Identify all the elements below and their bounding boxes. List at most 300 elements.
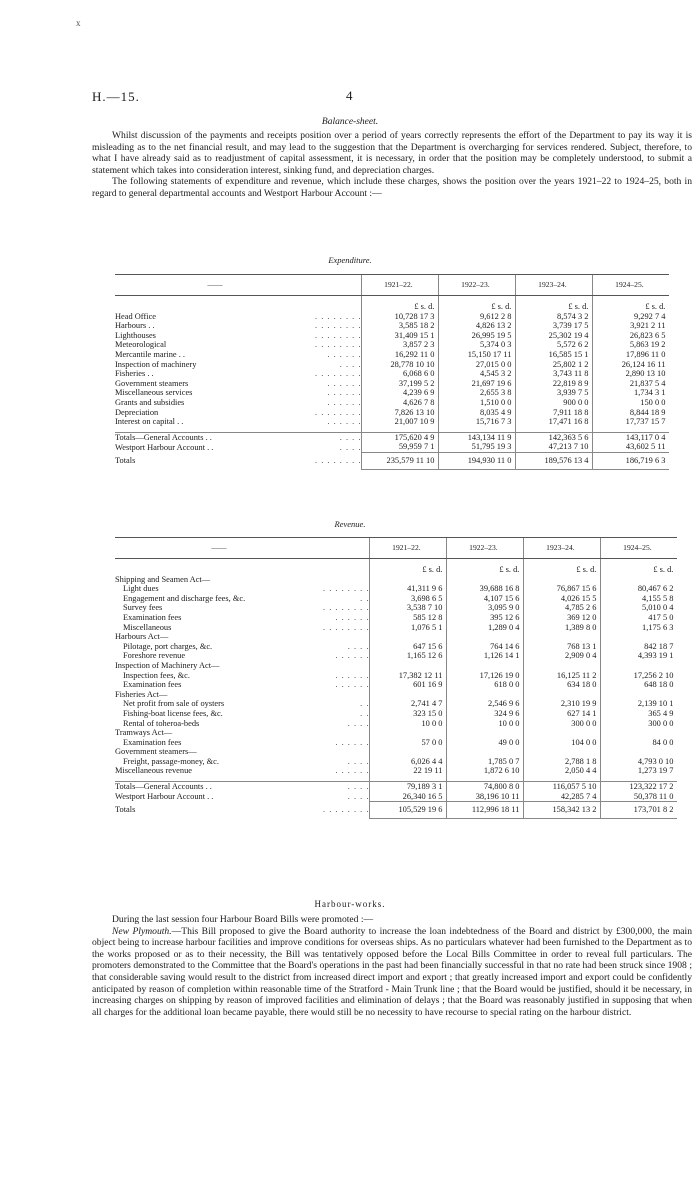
amount-cell bbox=[370, 747, 447, 757]
amount-cell: 647 15 6 bbox=[370, 642, 447, 652]
amount-cell: 17,896 11 0 bbox=[593, 350, 670, 360]
table-row bbox=[115, 728, 677, 738]
amount-cell: 41,311 9 6 bbox=[370, 584, 447, 594]
year-header: 1924–25. bbox=[601, 538, 678, 559]
amount-cell: 10 0 0 bbox=[370, 719, 447, 729]
amount-cell: 300 0 0 bbox=[601, 719, 678, 729]
table-row bbox=[115, 575, 677, 585]
expenditure-header-row bbox=[115, 275, 669, 296]
balance-paragraph-2: The following statements of expenditure and revenue, which include these charges, shows the position over the years 1921–22 to 1924–25, both in regard to general departmental accounts and Westport Harbour Account :— bbox=[92, 176, 692, 199]
revenue-row-label: Examination fees bbox=[123, 737, 182, 747]
expenditure-row-label: Lighthouses bbox=[115, 330, 156, 340]
revenue-row-label: Rental of toheroa-beds bbox=[123, 718, 200, 728]
amount-cell: 17,256 2 10 bbox=[601, 671, 678, 681]
leader-dots: . . bbox=[360, 593, 370, 603]
expenditure-row-label: Mercantile marine . . bbox=[115, 349, 185, 359]
amount-cell: 27,015 0 0 bbox=[439, 360, 516, 370]
subtotal-row bbox=[115, 442, 669, 452]
revenue-row-label: Totals bbox=[115, 805, 136, 815]
amount-cell bbox=[370, 575, 447, 585]
unit-label: £ s. d. bbox=[362, 296, 439, 312]
revenue-title: Revenue. bbox=[334, 519, 366, 529]
amount-cell: 3,857 2 3 bbox=[362, 340, 439, 350]
unit-spacer bbox=[315, 296, 362, 312]
amount-cell: 8,035 4 9 bbox=[439, 408, 516, 418]
amount-cell: 123,322 17 2 bbox=[601, 782, 678, 792]
leader-dots: . . . . bbox=[347, 756, 370, 766]
leader-dots: . . . . . . bbox=[327, 378, 362, 388]
amount-cell: 84 0 0 bbox=[601, 738, 678, 748]
leader-dots: . . . . bbox=[347, 791, 370, 801]
table-row bbox=[115, 766, 677, 776]
revenue-row-label: Fisheries Act— bbox=[115, 689, 168, 699]
table-row bbox=[115, 680, 677, 690]
revenue-row-label: Miscellaneous revenue bbox=[115, 766, 192, 776]
unit-label: £ s. d. bbox=[370, 559, 447, 575]
leader-dots: . . . . . . bbox=[335, 680, 370, 690]
table-row bbox=[115, 360, 669, 370]
amount-cell: 26,124 16 11 bbox=[593, 360, 670, 370]
amount-cell: 31,409 15 1 bbox=[362, 331, 439, 341]
table-row bbox=[115, 398, 669, 408]
page-number: 4 bbox=[346, 88, 353, 103]
revenue-row-label: Examination fees bbox=[123, 680, 182, 690]
amount-cell: 768 13 1 bbox=[524, 642, 601, 652]
year-header: 1921–22. bbox=[362, 275, 439, 296]
subtotal-row bbox=[115, 792, 677, 802]
amount-cell: 16,585 15 1 bbox=[516, 350, 593, 360]
amount-cell: 10,728 17 3 bbox=[362, 312, 439, 322]
amount-cell: 28,778 10 10 bbox=[362, 360, 439, 370]
table-row bbox=[115, 690, 677, 700]
balance-paragraph-1: Whilst discussion of the payments and receipts position over a period of years correctly represents the effort of the Department to pay its way it is misleading as to the net financial result, and may lead to the suggestion that the Department is overcharging for services rendered. Subject, therefore, to what I have already said as to readjustment of capital assessment, it is necessary, in order that the position may be completely understood, to submit a statement which takes into consideration interest, sinking fund, and depreciation charges. bbox=[92, 130, 692, 176]
amount-cell: 143,117 0 4 bbox=[593, 432, 670, 442]
expenditure-row-label: Totals—General Accounts . . bbox=[115, 432, 315, 442]
table-row bbox=[115, 651, 677, 661]
unit-row bbox=[115, 296, 669, 312]
revenue-row-label: Examination fees bbox=[123, 612, 182, 622]
revenue-row-label: Miscellaneous bbox=[123, 622, 172, 632]
amount-cell: 417 5 0 bbox=[601, 613, 678, 623]
expenditure-blank-header: —— bbox=[115, 275, 315, 296]
amount-cell: 3,698 6 5 bbox=[370, 594, 447, 604]
new-plymouth-text: —This Bill proposed to give the Board authority to increase the loan indebtedness of the Board and district by £300,000, the main object being to increase harbour facilities and improve conditions for overseas ships. As no particulars whatever had been furnished to the Department as to the works proposed or as to their necessity, the Bill was tentatively opposed before the Local Bills Committee in order to reveal full particulars. The promoters demonstrated to the Committee that the Board's operations in the past had been financially successful in that no rate had been struck since 1908 ; that considerable saving would result to the district from increased direct import and export ; that greatly increased import and export could be confidently anticipated by reason of completion within reasonable time of the Stratford - Main Trunk line ; that the Board would be justified, should it be necessary, in increasing charges on shipping by reason of improved facilities and elimination of delays ; that the Board was reasonably justified in supposing that when all charges for the additional loan became payable, there would still be no necessity to have recourse to special rating on the harbour district. bbox=[92, 925, 693, 1018]
table-row bbox=[115, 350, 669, 360]
amount-cell: 80,467 6 2 bbox=[601, 584, 678, 594]
revenue-table bbox=[115, 537, 677, 819]
leader-dots bbox=[323, 575, 370, 585]
amount-cell: 26,995 19 5 bbox=[439, 331, 516, 341]
amount-cell: 648 18 0 bbox=[601, 680, 678, 690]
table-row bbox=[115, 757, 677, 767]
amount-cell: 158,342 13 2 bbox=[524, 802, 601, 819]
unit-spacer bbox=[115, 559, 323, 575]
unit-row bbox=[115, 559, 677, 575]
unit-label: £ s. d. bbox=[593, 296, 670, 312]
revenue-row-label: Fishing-boat license fees, &c. bbox=[123, 708, 223, 718]
table-row bbox=[115, 312, 669, 322]
amount-cell: 4,239 6 9 bbox=[362, 388, 439, 398]
amount-cell: 22,819 8 9 bbox=[516, 379, 593, 389]
amount-cell: 2,741 4 7 bbox=[370, 699, 447, 709]
amount-cell: 764 14 6 bbox=[447, 642, 524, 652]
table-row bbox=[115, 719, 677, 729]
year-header: 1922–23. bbox=[439, 275, 516, 296]
amount-cell: 43,602 5 11 bbox=[593, 442, 670, 452]
revenue-row-label: Survey fees bbox=[123, 603, 163, 613]
leader-dots: . . . . bbox=[315, 432, 362, 442]
revenue-row-label: Harbours Act— bbox=[115, 632, 169, 642]
amount-cell: 59,959 7 1 bbox=[362, 442, 439, 452]
amount-cell: 900 0 0 bbox=[516, 398, 593, 408]
leader-dots: . . . . . . bbox=[335, 670, 370, 680]
amount-cell: 6,026 4 4 bbox=[370, 757, 447, 767]
amount-cell: 1,165 12 6 bbox=[370, 651, 447, 661]
amount-cell: 1,734 3 1 bbox=[593, 388, 670, 398]
amount-cell: 2,050 4 4 bbox=[524, 766, 601, 776]
amount-cell: 235,579 11 10 bbox=[362, 452, 439, 469]
table-row bbox=[115, 747, 677, 757]
leader-dots bbox=[323, 632, 370, 642]
corner-mark: x bbox=[76, 18, 81, 28]
amount-cell: 5,863 19 2 bbox=[593, 340, 670, 350]
expenditure-row-label: Fisheries . . bbox=[115, 369, 154, 379]
amount-cell: 1,126 14 1 bbox=[447, 651, 524, 661]
amount-cell bbox=[447, 661, 524, 671]
amount-cell: 4,545 3 2 bbox=[439, 369, 516, 379]
amount-cell: 173,701 8 2 bbox=[601, 802, 678, 819]
table-row bbox=[115, 340, 669, 350]
amount-cell: 1,872 6 10 bbox=[447, 766, 524, 776]
amount-cell: 4,393 19 1 bbox=[601, 651, 678, 661]
amount-cell: 3,921 2 11 bbox=[593, 321, 670, 331]
amount-cell: 194,930 11 0 bbox=[439, 452, 516, 469]
table-row bbox=[115, 379, 669, 389]
revenue-row-label: Engagement and discharge fees, &c. bbox=[123, 593, 246, 603]
revenue-row-label: Net profit from sale of oysters bbox=[123, 699, 225, 709]
table-row bbox=[115, 738, 677, 748]
header-spacer bbox=[315, 275, 362, 296]
amount-cell: 1,785 0 7 bbox=[447, 757, 524, 767]
balance-sheet-text bbox=[92, 130, 692, 200]
amount-cell: 1,510 0 0 bbox=[439, 398, 516, 408]
amount-cell bbox=[447, 728, 524, 738]
expenditure-row-label: Head Office bbox=[115, 311, 156, 321]
table-row bbox=[115, 584, 677, 594]
amount-cell: 634 18 0 bbox=[524, 680, 601, 690]
amount-cell: 5,374 0 3 bbox=[439, 340, 516, 350]
revenue-header-row bbox=[115, 538, 677, 559]
amount-cell bbox=[524, 690, 601, 700]
year-header: 1923–24. bbox=[524, 538, 601, 559]
expenditure-row-label: Depreciation bbox=[115, 407, 159, 417]
leader-dots: . . bbox=[360, 699, 370, 709]
amount-cell: 189,576 13 4 bbox=[516, 452, 593, 469]
amount-cell bbox=[601, 728, 678, 738]
amount-cell: 57 0 0 bbox=[370, 738, 447, 748]
leader-dots bbox=[323, 747, 370, 757]
harbour-works-title: Harbour-works. bbox=[314, 899, 386, 909]
amount-cell: 21,837 5 4 bbox=[593, 379, 670, 389]
leader-dots: . . . . . . . . bbox=[315, 330, 362, 340]
header-spacer bbox=[323, 538, 370, 559]
amount-cell: 104 0 0 bbox=[524, 738, 601, 748]
amount-cell: 49 0 0 bbox=[447, 738, 524, 748]
revenue-blank-header: —— bbox=[115, 538, 323, 559]
harbour-works-intro: During the last session four Harbour Board Bills were promoted :— bbox=[112, 914, 374, 925]
amount-cell bbox=[524, 632, 601, 642]
amount-cell: 627 14 1 bbox=[524, 709, 601, 719]
table-row bbox=[115, 699, 677, 709]
revenue-row-label: Tramways Act— bbox=[115, 728, 173, 738]
revenue-row-label: Light dues bbox=[123, 584, 159, 594]
amount-cell bbox=[524, 747, 601, 757]
amount-cell: 5,010 0 4 bbox=[601, 603, 678, 613]
amount-cell: 601 16 9 bbox=[370, 680, 447, 690]
leader-dots: . . . . . . bbox=[335, 612, 370, 622]
leader-dots: . . . . . . bbox=[335, 737, 370, 747]
amount-cell: 3,095 9 0 bbox=[447, 603, 524, 613]
unit-label: £ s. d. bbox=[524, 559, 601, 575]
table-row bbox=[115, 594, 677, 604]
expenditure-row-label: Grants and subsidies bbox=[115, 397, 185, 407]
revenue-row-label: Inspection of Machinery Act— bbox=[115, 660, 220, 670]
amount-cell bbox=[601, 747, 678, 757]
unit-spacer bbox=[115, 296, 315, 312]
amount-cell: 618 0 0 bbox=[447, 680, 524, 690]
amount-cell: 38,196 10 11 bbox=[447, 792, 524, 802]
new-plymouth-heading: New Plymouth. bbox=[112, 925, 172, 937]
table-row bbox=[115, 603, 677, 613]
amount-cell: 2,788 1 8 bbox=[524, 757, 601, 767]
new-plymouth-paragraph bbox=[92, 926, 692, 1019]
table-row bbox=[115, 632, 677, 642]
unit-label: £ s. d. bbox=[439, 296, 516, 312]
amount-cell: 2,139 10 1 bbox=[601, 699, 678, 709]
amount-cell: 4,826 13 2 bbox=[439, 321, 516, 331]
amount-cell bbox=[524, 661, 601, 671]
amount-cell: 585 12 8 bbox=[370, 613, 447, 623]
balance-sheet-title: Balance-sheet. bbox=[321, 117, 379, 127]
amount-cell: 324 9 6 bbox=[447, 709, 524, 719]
harbour-works-text bbox=[92, 914, 692, 1018]
expenditure-row-label: Interest on capital . . bbox=[115, 417, 184, 427]
amount-cell bbox=[370, 728, 447, 738]
leader-dots: . . . . . . . . bbox=[315, 369, 362, 379]
expenditure-row-label: Miscellaneous services bbox=[115, 388, 193, 398]
amount-cell: 2,655 3 8 bbox=[439, 388, 516, 398]
amount-cell: 8,844 18 9 bbox=[593, 408, 670, 418]
amount-cell: 2,546 9 6 bbox=[447, 699, 524, 709]
revenue-row-label: Foreshore revenue bbox=[123, 651, 186, 661]
amount-cell: 25,802 1 2 bbox=[516, 360, 593, 370]
amount-cell: 369 12 0 bbox=[524, 613, 601, 623]
amount-cell: 3,739 17 5 bbox=[516, 321, 593, 331]
year-header: 1923–24. bbox=[516, 275, 593, 296]
table-row bbox=[115, 321, 669, 331]
subtotal-row bbox=[115, 782, 677, 792]
unit-spacer bbox=[323, 559, 370, 575]
leader-dots: . . . . . . bbox=[327, 388, 362, 398]
leader-dots bbox=[323, 728, 370, 738]
amount-cell: 10 0 0 bbox=[447, 719, 524, 729]
amount-cell: 79,189 3 1 bbox=[370, 782, 447, 792]
amount-cell: 842 18 7 bbox=[601, 642, 678, 652]
amount-cell: 6,068 6 0 bbox=[362, 369, 439, 379]
revenue-row-label: Westport Harbour Account . . bbox=[115, 791, 214, 801]
revenue-row-label: Government steamers— bbox=[115, 747, 197, 757]
amount-cell: 1,175 6 3 bbox=[601, 623, 678, 633]
expenditure-row-label: Westport Harbour Account . . bbox=[115, 442, 214, 452]
year-header: 1924–25. bbox=[593, 275, 670, 296]
amount-cell bbox=[524, 575, 601, 585]
table-row bbox=[115, 709, 677, 719]
amount-cell: 16,125 11 2 bbox=[524, 671, 601, 681]
amount-cell bbox=[601, 575, 678, 585]
leader-dots: . . . . . . bbox=[327, 349, 362, 359]
amount-cell: 7,911 18 8 bbox=[516, 408, 593, 418]
expenditure-row-label: Totals bbox=[115, 455, 136, 465]
amount-cell: 25,302 19 4 bbox=[516, 331, 593, 341]
amount-cell: 3,743 11 8 bbox=[516, 369, 593, 379]
amount-cell: 4,626 7 8 bbox=[362, 398, 439, 408]
leader-dots: . . . . bbox=[339, 359, 362, 369]
leader-dots: . . . . . . . . bbox=[315, 311, 362, 321]
amount-cell: 9,612 2 8 bbox=[439, 312, 516, 322]
amount-cell: 26,340 16 5 bbox=[370, 792, 447, 802]
revenue-row-label: Inspection fees, &c. bbox=[123, 670, 190, 680]
amount-cell: 37,199 5 2 bbox=[362, 379, 439, 389]
leader-dots: . . bbox=[360, 708, 370, 718]
leader-dots: . . . . bbox=[339, 442, 362, 452]
amount-cell: 323 15 0 bbox=[370, 709, 447, 719]
amount-cell: 74,800 8 0 bbox=[447, 782, 524, 792]
amount-cell: 15,150 17 11 bbox=[439, 350, 516, 360]
amount-cell bbox=[447, 632, 524, 642]
revenue-row-label: Totals—General Accounts . . bbox=[115, 782, 323, 792]
table-row bbox=[115, 661, 677, 671]
amount-cell: 50,378 11 0 bbox=[601, 792, 678, 802]
amount-cell: 3,538 7 10 bbox=[370, 603, 447, 613]
amount-cell: 4,155 5 8 bbox=[601, 594, 678, 604]
amount-cell: 1,273 19 7 bbox=[601, 766, 678, 776]
amount-cell bbox=[447, 690, 524, 700]
table-row bbox=[115, 331, 669, 341]
amount-cell bbox=[601, 661, 678, 671]
year-header: 1921–22. bbox=[370, 538, 447, 559]
leader-dots: . . . . . . . . bbox=[323, 622, 370, 632]
amount-cell: 116,057 5 10 bbox=[524, 782, 601, 792]
amount-cell: 1,389 8 0 bbox=[524, 623, 601, 633]
amount-cell bbox=[370, 632, 447, 642]
amount-cell: 4,793 0 10 bbox=[601, 757, 678, 767]
amount-cell: 150 0 0 bbox=[593, 398, 670, 408]
amount-cell: 4,107 15 6 bbox=[447, 594, 524, 604]
amount-cell: 1,289 0 4 bbox=[447, 623, 524, 633]
amount-cell: 365 4 9 bbox=[601, 709, 678, 719]
grand-total-row bbox=[115, 452, 669, 469]
expenditure-table bbox=[115, 274, 669, 470]
page-reference: H.—15. bbox=[92, 89, 140, 104]
leader-dots: . . . . . . bbox=[335, 766, 370, 776]
leader-dots: . . . . . . . . bbox=[315, 407, 362, 417]
expenditure-row-label: Government steamers bbox=[115, 378, 189, 388]
unit-label: £ s. d. bbox=[601, 559, 678, 575]
amount-cell: 16,292 11 0 bbox=[362, 350, 439, 360]
amount-cell bbox=[447, 575, 524, 585]
amount-cell bbox=[447, 747, 524, 757]
leader-dots bbox=[323, 690, 370, 700]
amount-cell: 9,292 7 4 bbox=[593, 312, 670, 322]
amount-cell: 2,310 19 9 bbox=[524, 699, 601, 709]
amount-cell: 17,737 15 7 bbox=[593, 417, 670, 427]
amount-cell: 3,585 18 2 bbox=[362, 321, 439, 331]
leader-dots: . . . . . . . . bbox=[323, 603, 370, 613]
table-row bbox=[115, 613, 677, 623]
expenditure-row-label: Harbours . . bbox=[115, 321, 155, 331]
amount-cell: 2,890 13 10 bbox=[593, 369, 670, 379]
amount-cell: 15,716 7 3 bbox=[439, 417, 516, 427]
amount-cell: 21,697 19 6 bbox=[439, 379, 516, 389]
leader-dots: . . . . . . . . bbox=[315, 321, 362, 331]
table-row bbox=[115, 388, 669, 398]
amount-cell: 3,939 7 5 bbox=[516, 388, 593, 398]
revenue-body bbox=[115, 559, 677, 819]
leader-dots: . . . . . . bbox=[327, 397, 362, 407]
unit-label: £ s. d. bbox=[516, 296, 593, 312]
expenditure-title: Expenditure. bbox=[328, 255, 372, 265]
table-row bbox=[115, 408, 669, 418]
amount-cell: 4,785 2 6 bbox=[524, 603, 601, 613]
amount-cell: 17,382 12 11 bbox=[370, 671, 447, 681]
amount-cell: 21,007 10 9 bbox=[362, 417, 439, 427]
amount-cell: 1,076 5 1 bbox=[370, 623, 447, 633]
amount-cell: 175,620 4 9 bbox=[362, 432, 439, 442]
amount-cell: 17,471 16 8 bbox=[516, 417, 593, 427]
amount-cell bbox=[524, 728, 601, 738]
leader-dots: . . . . . . . . bbox=[323, 805, 370, 815]
unit-label: £ s. d. bbox=[447, 559, 524, 575]
amount-cell bbox=[601, 690, 678, 700]
subtotal-row bbox=[115, 432, 669, 442]
amount-cell: 17,126 19 0 bbox=[447, 671, 524, 681]
amount-cell: 186,719 6 3 bbox=[593, 452, 670, 469]
amount-cell: 42,285 7 4 bbox=[524, 792, 601, 802]
year-header: 1922–23. bbox=[447, 538, 524, 559]
amount-cell: 143,134 11 9 bbox=[439, 432, 516, 442]
leader-dots: . . . . bbox=[323, 782, 370, 792]
leader-dots: . . . . bbox=[347, 641, 370, 651]
amount-cell: 4,026 15 5 bbox=[524, 594, 601, 604]
amount-cell bbox=[601, 632, 678, 642]
leader-dots: . . . . . . bbox=[335, 651, 370, 661]
leader-dots: . . . . . . . . bbox=[323, 584, 370, 594]
expenditure-body bbox=[115, 296, 669, 470]
grand-total-row bbox=[115, 802, 677, 819]
amount-cell: 22 19 11 bbox=[370, 766, 447, 776]
amount-cell: 112,996 18 11 bbox=[447, 802, 524, 819]
amount-cell: 142,363 5 6 bbox=[516, 432, 593, 442]
revenue-row-label: Shipping and Seamen Act— bbox=[115, 574, 211, 584]
amount-cell: 76,867 15 6 bbox=[524, 584, 601, 594]
amount-cell bbox=[370, 690, 447, 700]
amount-cell: 5,572 6 2 bbox=[516, 340, 593, 350]
table-row bbox=[115, 623, 677, 633]
amount-cell: 51,795 19 3 bbox=[439, 442, 516, 452]
leader-dots: . . . . . . bbox=[327, 417, 362, 427]
amount-cell: 39,688 16 8 bbox=[447, 584, 524, 594]
amount-cell: 8,574 3 2 bbox=[516, 312, 593, 322]
